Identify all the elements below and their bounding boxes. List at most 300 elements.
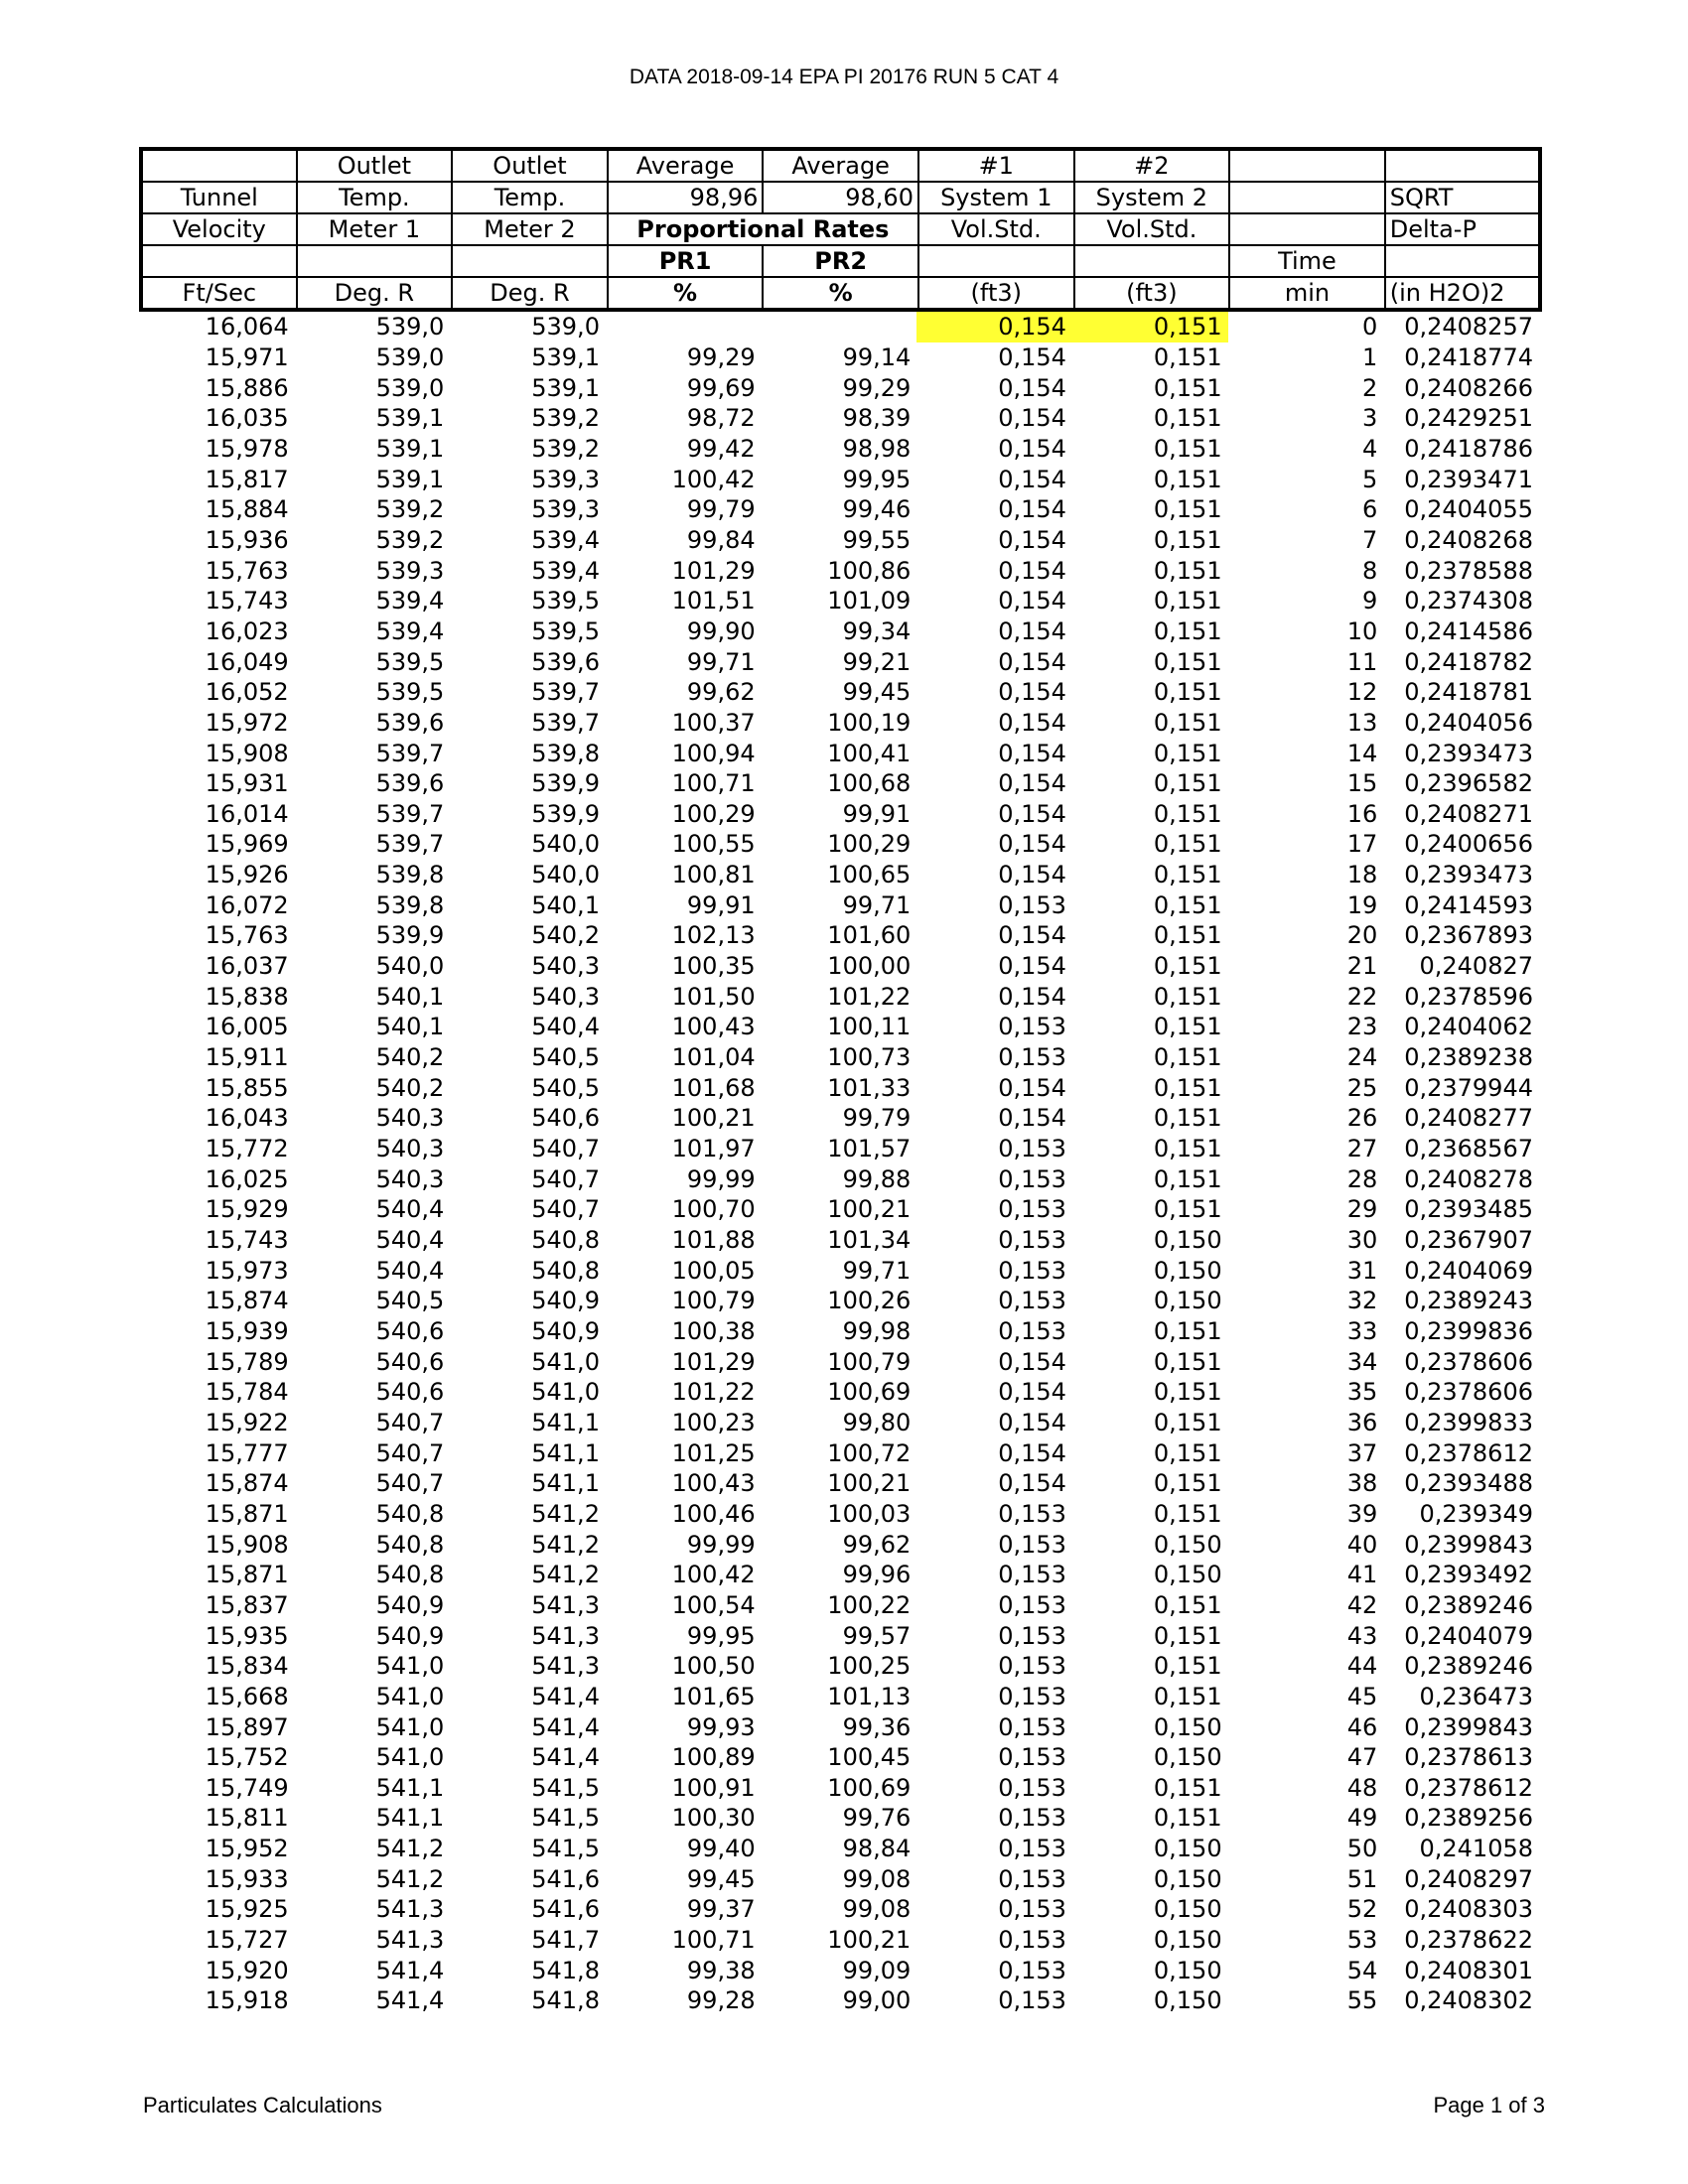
table-row xyxy=(139,1925,1539,1956)
table-cell: 0,150 xyxy=(1153,1561,1222,1589)
table-cell: 0,2404055 xyxy=(1404,495,1533,524)
table-row xyxy=(139,312,1539,342)
table-row xyxy=(139,768,1539,799)
table-cell: 100,43 xyxy=(671,1013,756,1041)
table-row xyxy=(139,738,1539,768)
table-cell: 100,42 xyxy=(671,465,756,493)
table-cell: 16,043 xyxy=(205,1104,289,1133)
table-cell: 541,0 xyxy=(375,1712,445,1741)
table-cell: 15,969 xyxy=(205,830,289,859)
table-cell: 100,25 xyxy=(827,1652,912,1681)
table-row xyxy=(139,1072,1539,1103)
table-cell: 0,153 xyxy=(998,890,1066,919)
table-cell: 0,153 xyxy=(998,1986,1066,2015)
table-cell: 99,99 xyxy=(686,1164,756,1193)
table-cell: 100,46 xyxy=(671,1499,756,1528)
table-cell: 541,1 xyxy=(531,1408,600,1436)
table-cell: 99,91 xyxy=(842,799,912,828)
table-cell: 0,2389243 xyxy=(1404,1287,1533,1315)
table-cell: 0,153 xyxy=(998,1530,1066,1559)
table-cell: 0,153 xyxy=(998,1621,1066,1650)
table-cell: 0,154 xyxy=(998,1378,1066,1407)
table-cell: 540,2 xyxy=(375,1073,445,1102)
table-cell: 0,153 xyxy=(998,1773,1066,1802)
table-row xyxy=(139,951,1539,982)
table-cell: 99,93 xyxy=(686,1712,756,1741)
header-cell xyxy=(141,149,297,182)
table-cell: 100,11 xyxy=(827,1013,912,1041)
table-row xyxy=(139,1042,1539,1073)
page-title: DATA 2018-09-14 EPA PI 20176 RUN 5 CAT 4 xyxy=(629,66,1059,88)
table-cell: 0,154 xyxy=(998,1408,1066,1436)
table-cell: 0,151 xyxy=(1153,1043,1222,1072)
table-cell: 0,150 xyxy=(1153,1986,1222,2015)
table-cell: 541,8 xyxy=(531,1986,600,2015)
header-row xyxy=(141,245,1540,277)
table-cell: 0,153 xyxy=(998,1013,1066,1041)
table-cell: 36 xyxy=(1346,1408,1378,1436)
table-cell: 11 xyxy=(1346,647,1378,676)
table-cell: 100,43 xyxy=(671,1469,756,1498)
table-row xyxy=(139,1346,1539,1377)
table-cell: 540,8 xyxy=(375,1499,445,1528)
table-cell: 16,035 xyxy=(205,404,289,433)
table-cell: 99,29 xyxy=(686,342,756,371)
table-cell: 0,2404079 xyxy=(1404,1621,1533,1650)
table-cell: 1 xyxy=(1361,342,1378,371)
header-cell: (ft3) xyxy=(1074,277,1230,310)
table-cell: 16,005 xyxy=(205,1013,289,1041)
table-cell: 0,154 xyxy=(998,921,1066,950)
table-cell: 0 xyxy=(1361,313,1378,341)
table-cell: 100,22 xyxy=(827,1590,912,1619)
table-cell: 0,150 xyxy=(1153,1864,1222,1893)
table-cell: 539,2 xyxy=(531,404,600,433)
table-cell: 541,4 xyxy=(375,1986,445,2015)
table-cell: 0,151 xyxy=(1153,1164,1222,1193)
table-cell: 15,886 xyxy=(205,373,289,402)
table-cell: 100,26 xyxy=(827,1287,912,1315)
table-cell: 0,153 xyxy=(998,1164,1066,1193)
table-cell: 0,150 xyxy=(1153,1956,1222,1984)
table-cell: 541,1 xyxy=(531,1438,600,1467)
table-row xyxy=(139,342,1539,373)
table-row xyxy=(139,889,1539,920)
table-row xyxy=(139,860,1539,890)
table-row xyxy=(139,464,1539,494)
table-cell: 101,65 xyxy=(671,1682,756,1710)
table-cell: 0,151 xyxy=(1153,525,1222,554)
table-cell: 15,952 xyxy=(205,1835,289,1863)
table-cell: 541,5 xyxy=(531,1773,600,1802)
table-cell: 539,7 xyxy=(375,739,445,767)
table-row xyxy=(139,616,1539,647)
table-cell: 100,81 xyxy=(671,861,756,889)
table-cell: 50 xyxy=(1346,1835,1378,1863)
table-cell: 0,154 xyxy=(998,1347,1066,1376)
header-cell: Proportional Rates xyxy=(608,213,918,245)
table-cell: 0,151 xyxy=(1153,890,1222,919)
table-cell: 101,29 xyxy=(671,1347,756,1376)
table-cell: 15,817 xyxy=(205,465,289,493)
table-cell: 0,153 xyxy=(998,1895,1066,1924)
table-cell: 540,0 xyxy=(531,830,600,859)
table-cell: 539,9 xyxy=(531,769,600,798)
table-cell: 47 xyxy=(1346,1743,1378,1772)
table-cell: 0,154 xyxy=(998,373,1066,402)
table-cell: 0,2378612 xyxy=(1404,1773,1533,1802)
table-cell: 100,71 xyxy=(671,769,756,798)
table-cell: 540,4 xyxy=(531,1013,600,1041)
table-cell: 539,7 xyxy=(375,830,445,859)
table-cell: 15,784 xyxy=(205,1378,289,1407)
table-cell: 539,5 xyxy=(531,616,600,645)
table-cell: 99,98 xyxy=(842,1316,912,1345)
table-cell: 39 xyxy=(1346,1499,1378,1528)
table-cell: 100,86 xyxy=(827,556,912,585)
table-cell: 0,154 xyxy=(998,739,1066,767)
table-row xyxy=(139,1134,1539,1164)
table-cell: 541,4 xyxy=(531,1682,600,1710)
table-cell: 0,151 xyxy=(1153,830,1222,859)
table-cell: 15,789 xyxy=(205,1347,289,1376)
table-cell: 99,95 xyxy=(686,1621,756,1650)
table-cell: 541,5 xyxy=(531,1835,600,1863)
table-cell: 101,34 xyxy=(827,1226,912,1255)
table-row xyxy=(139,1651,1539,1682)
table-cell: 541,7 xyxy=(531,1926,600,1955)
table-cell: 0,151 xyxy=(1153,739,1222,767)
table-cell: 541,1 xyxy=(531,1469,600,1498)
table-row xyxy=(139,1012,1539,1042)
table-cell: 0,151 xyxy=(1153,556,1222,585)
table-row xyxy=(139,1529,1539,1560)
table-cell: 0,153 xyxy=(998,1590,1066,1619)
table-cell: 0,2408257 xyxy=(1404,313,1533,341)
table-cell: 15,763 xyxy=(205,921,289,950)
table-cell: 99,62 xyxy=(842,1530,912,1559)
table-cell: 0,2368567 xyxy=(1404,1135,1533,1163)
table-cell: 55 xyxy=(1346,1986,1378,2015)
table-cell: 15,978 xyxy=(205,434,289,463)
table-cell: 16,037 xyxy=(205,952,289,981)
header-cell: % xyxy=(763,277,918,310)
table-cell: 101,88 xyxy=(671,1226,756,1255)
table-cell: 31 xyxy=(1346,1256,1378,1285)
table-cell: 539,9 xyxy=(531,799,600,828)
table-cell: 540,7 xyxy=(531,1195,600,1224)
table-row xyxy=(139,1955,1539,1985)
table-cell: 0,151 xyxy=(1153,1804,1222,1833)
table-cell: 540,3 xyxy=(375,1135,445,1163)
header-row xyxy=(141,277,1540,310)
table-cell: 14 xyxy=(1346,739,1378,767)
table-cell: 99,71 xyxy=(842,1256,912,1285)
table-cell: 99,69 xyxy=(686,373,756,402)
table-row xyxy=(139,677,1539,708)
table-cell: 540,5 xyxy=(375,1287,445,1315)
table-cell: 99,46 xyxy=(842,495,912,524)
table-row xyxy=(139,372,1539,403)
table-cell: 0,2408271 xyxy=(1404,799,1533,828)
table-cell: 100,21 xyxy=(827,1195,912,1224)
table-cell: 541,0 xyxy=(531,1378,600,1407)
table-cell: 15,727 xyxy=(205,1926,289,1955)
table-cell: 541,3 xyxy=(531,1652,600,1681)
table-cell: 20 xyxy=(1346,921,1378,950)
table-cell: 5 xyxy=(1361,465,1378,493)
table-cell: 15,935 xyxy=(205,1621,289,1650)
table-cell: 0,2393488 xyxy=(1404,1469,1533,1498)
table-cell: 16 xyxy=(1346,799,1378,828)
table-cell: 539,6 xyxy=(375,769,445,798)
table-cell: 541,1 xyxy=(375,1804,445,1833)
table-row xyxy=(139,920,1539,951)
table-cell: 102,13 xyxy=(671,921,756,950)
table-cell: 541,0 xyxy=(375,1743,445,1772)
table-cell: 19 xyxy=(1346,890,1378,919)
table-cell: 99,45 xyxy=(842,678,912,707)
table-cell: 99,79 xyxy=(842,1104,912,1133)
table-row xyxy=(139,525,1539,556)
table-cell: 539,0 xyxy=(375,373,445,402)
table-cell: 15,972 xyxy=(205,708,289,737)
table-cell: 540,1 xyxy=(375,1013,445,1041)
table-cell: 17 xyxy=(1346,830,1378,859)
table-cell: 540,7 xyxy=(375,1438,445,1467)
table-row xyxy=(139,1408,1539,1438)
table-cell: 0,2414593 xyxy=(1404,890,1533,919)
table-cell: 0,154 xyxy=(998,525,1066,554)
table-cell: 541,6 xyxy=(531,1895,600,1924)
table-cell: 0,239349 xyxy=(1419,1499,1533,1528)
table-cell: 539,2 xyxy=(375,525,445,554)
table-cell: 0,154 xyxy=(998,1073,1066,1102)
table-cell: 15,871 xyxy=(205,1499,289,1528)
table-cell: 540,9 xyxy=(531,1316,600,1345)
table-row xyxy=(139,1437,1539,1468)
table-cell: 101,51 xyxy=(671,587,756,615)
table-cell: 0,151 xyxy=(1153,587,1222,615)
table-cell: 13 xyxy=(1346,708,1378,737)
table-cell: 16,049 xyxy=(205,647,289,676)
table-cell: 0,151 xyxy=(1153,1013,1222,1041)
table-cell: 9 xyxy=(1361,587,1378,615)
table-cell: 0,2418782 xyxy=(1404,647,1533,676)
table-row xyxy=(139,434,1539,465)
table-cell: 0,2418774 xyxy=(1404,342,1533,371)
table-cell: 0,154 xyxy=(998,708,1066,737)
table-cell: 0,154 xyxy=(998,404,1066,433)
header-cell: (in H2O)2 xyxy=(1385,277,1541,310)
table-cell: 53 xyxy=(1346,1926,1378,1955)
header-cell: Tunnel xyxy=(141,182,297,213)
table-cell: 0,153 xyxy=(998,1864,1066,1893)
table-cell: 100,94 xyxy=(671,739,756,767)
table-cell: 54 xyxy=(1346,1956,1378,1984)
table-cell: 0,150 xyxy=(1153,1712,1222,1741)
table-cell: 540,2 xyxy=(531,921,600,950)
table-cell: 46 xyxy=(1346,1712,1378,1741)
table-cell: 34 xyxy=(1346,1347,1378,1376)
table-cell: 100,19 xyxy=(827,708,912,737)
table-cell: 100,23 xyxy=(671,1408,756,1436)
header-cell: Temp. xyxy=(452,182,608,213)
table-cell: 539,0 xyxy=(375,342,445,371)
table-cell: 0,241058 xyxy=(1419,1835,1533,1863)
table-cell: 100,42 xyxy=(671,1561,756,1589)
table-cell: 539,3 xyxy=(531,495,600,524)
table-cell: 540,7 xyxy=(531,1164,600,1193)
table-row xyxy=(139,1163,1539,1194)
table-cell: 0,153 xyxy=(998,1287,1066,1315)
table-cell: 100,73 xyxy=(827,1043,912,1072)
table-cell: 0,151 xyxy=(1153,799,1222,828)
table-cell: 98,72 xyxy=(686,404,756,433)
table-cell: 540,8 xyxy=(375,1561,445,1589)
header-cell xyxy=(1229,213,1385,245)
table-cell: 539,8 xyxy=(375,890,445,919)
table-cell: 540,9 xyxy=(531,1287,600,1315)
table-cell: 0,153 xyxy=(998,1043,1066,1072)
table-cell: 99,55 xyxy=(842,525,912,554)
table-cell: 540,9 xyxy=(375,1621,445,1650)
table-cell: 0,151 xyxy=(1153,921,1222,950)
table-cell: 101,09 xyxy=(827,587,912,615)
table-cell: 15,936 xyxy=(205,525,289,554)
table-cell: 100,65 xyxy=(827,861,912,889)
table-cell: 15,908 xyxy=(205,739,289,767)
table-cell: 99,71 xyxy=(686,647,756,676)
data-sheet xyxy=(139,147,1539,2016)
header-cell: Temp. xyxy=(297,182,453,213)
table-cell: 25 xyxy=(1346,1073,1378,1102)
table-cell: 0,154 xyxy=(998,678,1066,707)
table-cell: 15,897 xyxy=(205,1712,289,1741)
table-cell: 99,08 xyxy=(842,1895,912,1924)
table-cell: 540,8 xyxy=(531,1256,600,1285)
header-row xyxy=(141,182,1540,213)
table-cell: 0,2393485 xyxy=(1404,1195,1533,1224)
table-cell: 541,0 xyxy=(375,1652,445,1681)
table-cell: 0,153 xyxy=(998,1256,1066,1285)
header-cell xyxy=(1385,149,1541,182)
table-cell: 0,150 xyxy=(1153,1835,1222,1863)
table-cell: 541,6 xyxy=(531,1864,600,1893)
page-number: Page 1 of 3 xyxy=(1433,2093,1545,2117)
table-cell: 15,929 xyxy=(205,1195,289,1224)
table-cell: 30 xyxy=(1346,1226,1378,1255)
table-cell: 541,0 xyxy=(375,1682,445,1710)
table-cell: 100,69 xyxy=(827,1378,912,1407)
table-cell: 0,2396582 xyxy=(1404,769,1533,798)
table-cell: 539,8 xyxy=(531,739,600,767)
table-cell: 539,1 xyxy=(375,465,445,493)
table-cell: 0,154 xyxy=(916,312,1072,342)
data-table xyxy=(139,147,1542,312)
table-cell: 0,151 xyxy=(1153,342,1222,371)
table-cell: 100,05 xyxy=(671,1256,756,1285)
table-cell: 99,71 xyxy=(842,890,912,919)
table-cell: 540,0 xyxy=(531,861,600,889)
table-cell: 0,151 xyxy=(1153,1773,1222,1802)
table-cell: 15,884 xyxy=(205,495,289,524)
table-cell: 100,41 xyxy=(827,739,912,767)
header-cell xyxy=(297,245,453,277)
table-cell: 539,4 xyxy=(375,616,445,645)
table-cell: 0,2399843 xyxy=(1404,1712,1533,1741)
table-cell: 0,151 xyxy=(1153,1652,1222,1681)
table-cell: 540,4 xyxy=(375,1256,445,1285)
table-cell: 541,2 xyxy=(531,1530,600,1559)
table-cell: 99,36 xyxy=(842,1712,912,1741)
table-cell: 100,38 xyxy=(671,1316,756,1345)
header-cell: Average xyxy=(763,149,918,182)
table-cell: 15,749 xyxy=(205,1773,289,1802)
table-cell: 0,154 xyxy=(998,861,1066,889)
table-cell: 539,7 xyxy=(531,708,600,737)
table-cell: 101,13 xyxy=(827,1682,912,1710)
table-cell: 0,151 xyxy=(1153,1195,1222,1224)
table-cell: 0,150 xyxy=(1153,1287,1222,1315)
table-cell: 100,00 xyxy=(827,952,912,981)
table-cell: 539,4 xyxy=(531,525,600,554)
table-cell: 0,151 xyxy=(1153,769,1222,798)
table-cell: 0,154 xyxy=(998,342,1066,371)
table-cell: 539,3 xyxy=(531,465,600,493)
table-cell xyxy=(606,312,762,342)
table-cell: 15,834 xyxy=(205,1652,289,1681)
table-cell: 540,3 xyxy=(531,952,600,981)
table-cell: 0,2393492 xyxy=(1404,1561,1533,1589)
table-cell: 0,151 xyxy=(1153,647,1222,676)
table-cell: 99,57 xyxy=(842,1621,912,1650)
table-cell: 0,154 xyxy=(998,587,1066,615)
table-cell: 99,14 xyxy=(842,342,912,371)
table-row xyxy=(139,1620,1539,1651)
table-header xyxy=(141,149,1540,310)
table-cell: 0,2378612 xyxy=(1404,1438,1533,1467)
header-cell: Meter 1 xyxy=(297,213,453,245)
header-cell xyxy=(1229,182,1385,213)
table-cell: 99,99 xyxy=(686,1530,756,1559)
table-cell: 0,150 xyxy=(1153,1926,1222,1955)
table-cell: 539,8 xyxy=(375,861,445,889)
table-cell: 0,151 xyxy=(1153,861,1222,889)
header-cell: #2 xyxy=(1074,149,1230,182)
header-cell: SQRT xyxy=(1385,182,1541,213)
table-cell: 539,4 xyxy=(375,587,445,615)
table-row xyxy=(139,708,1539,739)
table-cell: 0,2378588 xyxy=(1404,556,1533,585)
table-cell: 539,7 xyxy=(531,678,600,707)
table-cell: 0,151 xyxy=(1153,404,1222,433)
table-cell: 0,151 xyxy=(1153,708,1222,737)
table-cell: 16,052 xyxy=(205,678,289,707)
header-cell: Meter 2 xyxy=(452,213,608,245)
header-cell: System 2 xyxy=(1074,182,1230,213)
table-cell: 0,2400656 xyxy=(1404,830,1533,859)
table-cell: 18 xyxy=(1346,861,1378,889)
table-cell: 15,772 xyxy=(205,1135,289,1163)
table-cell: 540,7 xyxy=(375,1469,445,1498)
header-cell: #1 xyxy=(918,149,1074,182)
table-cell: 541,3 xyxy=(531,1590,600,1619)
table-row xyxy=(139,1255,1539,1286)
table-cell: 539,5 xyxy=(375,647,445,676)
table-cell: 101,29 xyxy=(671,556,756,585)
table-cell: 15,971 xyxy=(205,342,289,371)
